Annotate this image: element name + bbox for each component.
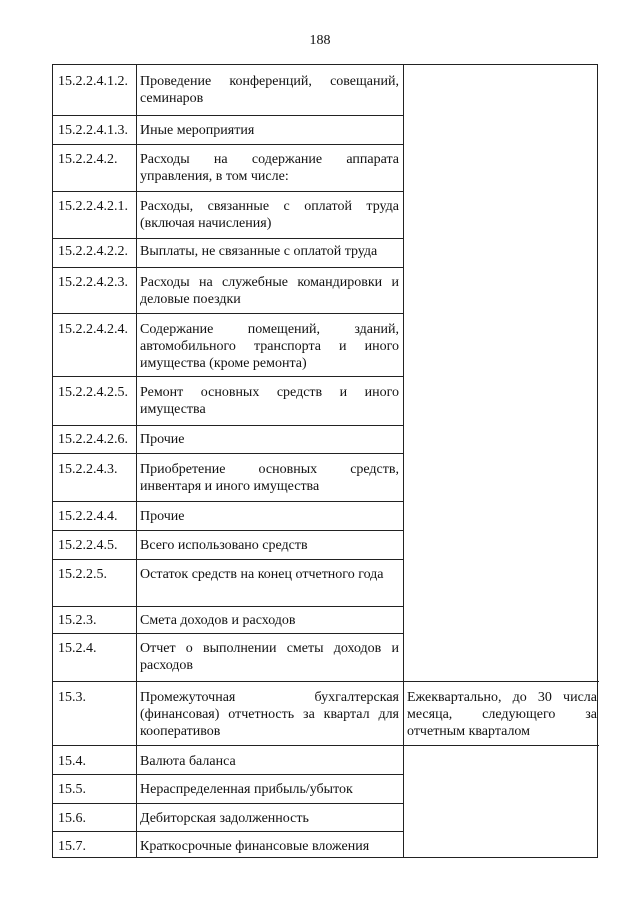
row-divider bbox=[53, 606, 403, 607]
row-text: Всего использовано средств bbox=[140, 538, 308, 553]
row-divider bbox=[53, 633, 403, 634]
row-divider bbox=[53, 267, 403, 268]
row-number: 15.2.4. bbox=[58, 641, 97, 656]
row-divider bbox=[53, 559, 403, 560]
row-text: Валюта баланса bbox=[140, 754, 236, 769]
row-number: 15.2.3. bbox=[58, 613, 97, 628]
row-text: Проведение конференций, совещаний, семинаров bbox=[140, 74, 399, 106]
row-text: Расходы, связанные с оплатой труда (включая начисления) bbox=[140, 199, 399, 231]
row-number: 15.2.2.4.5. bbox=[58, 538, 118, 553]
row-number: 15.6. bbox=[58, 811, 86, 826]
row-divider bbox=[53, 238, 403, 239]
row-number: 15.2.2.4.2.6. bbox=[58, 432, 128, 447]
row-text: Ремонт основных средств и иного имущества bbox=[140, 385, 399, 417]
row-number: 15.2.2.4.2.1. bbox=[58, 199, 128, 214]
row-text: Содержание помещений, зданий, автомобильного транспорта и иного имущества (кроме ремонта) bbox=[140, 322, 399, 371]
row-number: 15.7. bbox=[58, 839, 86, 854]
row-number: 15.2.2.4.1.2. bbox=[58, 74, 128, 89]
row-divider bbox=[53, 745, 599, 746]
row-text: Расходы на служебные командировки и деловые поездки bbox=[140, 275, 399, 307]
row-divider bbox=[53, 501, 403, 502]
column-divider-number bbox=[136, 65, 137, 857]
column-divider-deadline bbox=[403, 65, 404, 857]
row-number: 15.2.2.4.2.3. bbox=[58, 275, 128, 290]
row-text: Краткосрочные финансовые вложения bbox=[140, 839, 370, 854]
row-number: 15.2.2.4.2. bbox=[58, 152, 118, 167]
row-divider bbox=[53, 376, 403, 377]
row-divider bbox=[53, 803, 403, 804]
row-text: Прочие bbox=[140, 509, 185, 524]
row-number: 15.2.2.4.2.4. bbox=[58, 322, 128, 337]
row-text: Расходы на содержание аппарата управления, в том числе: bbox=[140, 152, 399, 184]
deadline-note: Ежеквартально, до 30 числа месяца, следующего за отчетным кварталом bbox=[407, 690, 597, 739]
row-divider bbox=[53, 115, 403, 116]
row-divider bbox=[53, 530, 403, 531]
row-number: 15.3. bbox=[58, 690, 86, 705]
row-text: Нераспределенная прибыль/убыток bbox=[140, 782, 353, 797]
row-text: Выплаты, не связанные с оплатой труда bbox=[140, 244, 378, 259]
row-text: Приобретение основных средств, инвентаря и иного имущества bbox=[140, 462, 399, 494]
row-text: Смета доходов и расходов bbox=[140, 613, 296, 628]
row-text: Остаток средств на конец отчетного года bbox=[140, 567, 384, 582]
row-number: 15.2.2.4.4. bbox=[58, 509, 118, 524]
report-table bbox=[52, 64, 598, 858]
row-divider bbox=[53, 774, 403, 775]
row-divider bbox=[53, 425, 403, 426]
row-divider bbox=[53, 144, 403, 145]
row-number: 15.2.2.4.1.3. bbox=[58, 123, 128, 138]
row-divider bbox=[53, 313, 403, 314]
row-divider bbox=[53, 191, 403, 192]
row-number: 15.5. bbox=[58, 782, 86, 797]
row-text: Дебиторская задолженность bbox=[140, 811, 309, 826]
row-number: 15.4. bbox=[58, 754, 86, 769]
row-number: 15.2.2.4.2.5. bbox=[58, 385, 128, 400]
row-text: Прочие bbox=[140, 432, 185, 447]
row-number: 15.2.2.5. bbox=[58, 567, 107, 582]
row-text: Иные мероприятия bbox=[140, 123, 255, 138]
page-number: 188 bbox=[309, 33, 331, 48]
row-text: Промежуточная бухгалтерская (финансовая) отчетность за квартал для кооперативов bbox=[140, 690, 399, 739]
row-divider bbox=[53, 681, 599, 682]
row-number: 15.2.2.4.2.2. bbox=[58, 244, 128, 259]
row-number: 15.2.2.4.3. bbox=[58, 462, 118, 477]
row-text: Отчет о выполнении сметы доходов и расходов bbox=[140, 641, 399, 673]
row-divider bbox=[53, 831, 403, 832]
row-divider bbox=[53, 453, 403, 454]
